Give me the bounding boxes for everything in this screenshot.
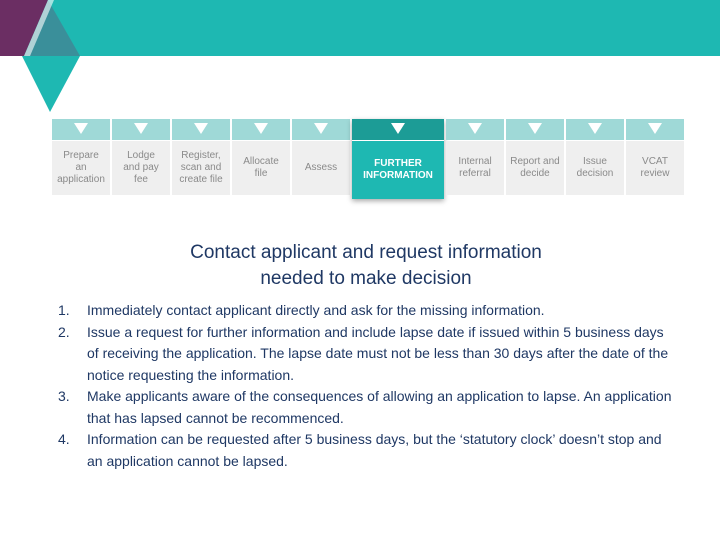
list-text: Information can be requested after 5 business days, but the ‘statutory clock’ doesn’t stop and an application cannot be lapsed. <box>87 431 662 469</box>
process-step <box>232 119 290 195</box>
teal-triangle-down <box>22 56 80 112</box>
down-arrow-icon <box>194 123 208 134</box>
step-label: Register, scan and create file <box>172 141 230 195</box>
process-step <box>352 119 444 199</box>
process-steps-bar <box>52 119 683 195</box>
step-header <box>292 119 350 140</box>
heading-line-1: Contact applicant and request information <box>190 242 542 263</box>
list-text: Issue a request for further information and include lapse date if issued within 5 business days of receiving the application. The lapse date must not be less than 30 days after the date of the notice requesting the information. <box>87 323 669 383</box>
step-label: Prepare an application <box>52 141 110 195</box>
instruction-list <box>58 300 678 472</box>
step-label: Lodge and pay fee <box>112 141 170 195</box>
step-label: Issue decision <box>566 141 624 195</box>
process-step <box>112 119 170 195</box>
step-label: FURTHER INFORMATION <box>352 141 444 199</box>
step-label: VCAT review <box>626 141 684 195</box>
step-label: Internal referral <box>446 141 504 195</box>
step-header <box>446 119 504 140</box>
step-label: Allocate file <box>232 141 290 195</box>
down-arrow-icon <box>648 123 662 134</box>
down-arrow-icon <box>74 123 88 134</box>
list-text: Immediately contact applicant directly and ask for the missing information. <box>87 302 545 318</box>
list-number: 2. <box>58 323 70 340</box>
process-step <box>566 119 624 195</box>
corner-decoration <box>0 0 100 120</box>
step-header <box>566 119 624 140</box>
down-arrow-icon <box>391 123 405 134</box>
process-step <box>506 119 564 195</box>
process-step <box>446 119 504 195</box>
list-item <box>58 386 678 429</box>
step-header <box>352 119 444 140</box>
down-arrow-icon <box>528 123 542 134</box>
list-item <box>58 322 678 387</box>
list-number: 4. <box>58 431 70 447</box>
process-step <box>292 119 350 195</box>
step-header <box>626 119 684 140</box>
list-number: 1. <box>58 302 70 318</box>
down-arrow-icon <box>254 123 268 134</box>
down-arrow-icon <box>588 123 602 134</box>
list-item <box>58 300 678 322</box>
list-text: Make applicants aware of the consequences of allowing an application to lapse. An application that has lapsed cannot be recommenced. <box>87 388 672 426</box>
process-step <box>172 119 230 195</box>
down-arrow-icon <box>468 123 482 134</box>
step-label: Report and decide <box>506 141 564 195</box>
step-header <box>112 119 170 140</box>
step-header <box>506 119 564 140</box>
step-header <box>52 119 110 140</box>
list-item <box>58 429 678 472</box>
process-step <box>52 119 110 195</box>
step-header <box>172 119 230 140</box>
step-header <box>232 119 290 140</box>
heading-line-2: needed to make decision <box>260 268 472 289</box>
top-banner <box>0 0 720 56</box>
down-arrow-icon <box>314 123 328 134</box>
slide-heading <box>100 240 632 292</box>
step-label: Assess <box>292 141 350 195</box>
down-arrow-icon <box>134 123 148 134</box>
process-step <box>626 119 684 195</box>
list-number: 3. <box>58 388 70 404</box>
